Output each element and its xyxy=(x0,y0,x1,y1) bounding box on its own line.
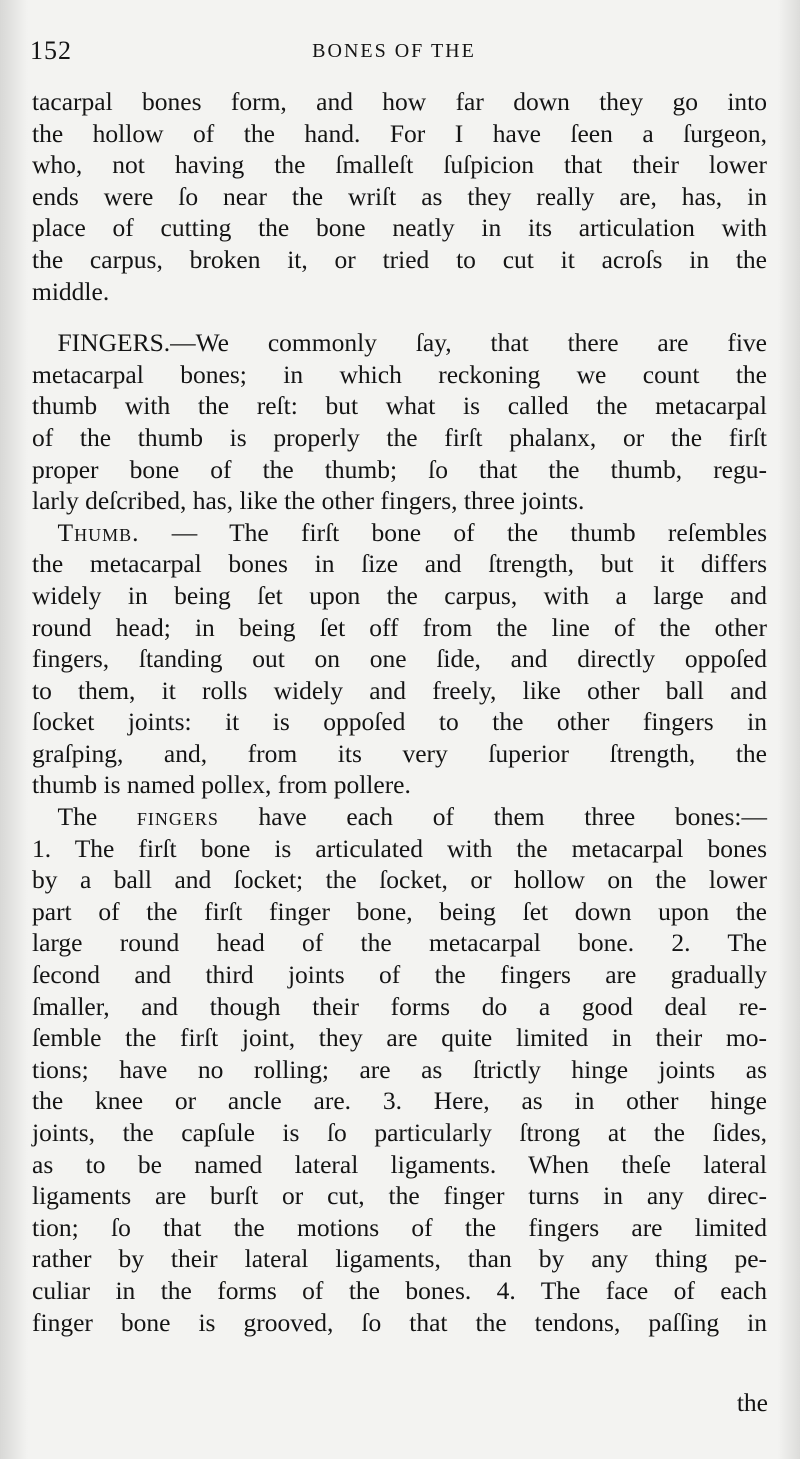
text-line: fingers, ſtanding out on one ſide, and directly oppoſed xyxy=(32,644,767,674)
text-run: The xyxy=(57,802,137,832)
text-line: tion; ſo that the motions of the fingers are limited xyxy=(32,1212,767,1242)
text-line: tacarpal bones form, and how far down they go into xyxy=(32,87,767,116)
text-line: widely in being ſet upon the carpus, with a large and xyxy=(32,580,767,610)
page-header xyxy=(28,36,760,68)
paragraph-gap xyxy=(32,307,767,327)
text-line xyxy=(32,517,767,549)
subsection-heading: Thumb. xyxy=(57,517,140,547)
catchword: the xyxy=(736,1388,768,1417)
text-line: as to be named lateral ligaments. When theſe lateral xyxy=(32,1149,767,1179)
text-line: round head; in being ſet off from the line of the other xyxy=(32,612,767,642)
text-line: tions; have no rolling; are as ſtrictly hinge joints as xyxy=(32,1054,767,1084)
text-line: graſping, and, from its very ſuperior ſtrength, the xyxy=(32,738,767,768)
text-line: middle. xyxy=(32,276,110,306)
text-line: culiar in the forms of the bones. 4. The face of each xyxy=(32,1275,767,1305)
paragraph xyxy=(32,86,767,307)
text-line: who, not having the ſmalleſt ſuſpicion that their lower xyxy=(32,150,767,180)
page-number: 152 xyxy=(30,36,72,65)
paragraph xyxy=(32,517,767,801)
text-line: rather by their lateral ligaments, than by any thing pe- xyxy=(32,1244,767,1274)
text-line: large round head of the metacarpal bone. 2. The xyxy=(32,928,767,958)
body-text xyxy=(32,86,767,1338)
text-line: ſemble the firſt joint, they are quite limited in their mo- xyxy=(32,1023,767,1053)
text-line: the carpus, broken it, or tried to cut it acroſs in the xyxy=(32,244,767,274)
text-run: — The firſt bone of the thumb reſembles xyxy=(139,517,767,547)
text-line: finger bone is grooved, ſo that the tendons, paſſing in xyxy=(32,1307,767,1337)
text-line: proper bone of the thumb; ſo that the thumb, regu- xyxy=(32,454,767,484)
small-caps-term: fingers xyxy=(136,802,219,832)
text-line xyxy=(32,801,767,833)
text-line: ligaments are burſt or cut, the finger turns in any direc- xyxy=(32,1181,767,1211)
text-line: ſecond and third joints of the fingers are gradually xyxy=(32,960,767,990)
text-run: —We commonly ſay, that there are five xyxy=(170,328,767,358)
section-heading: FINGERS. xyxy=(57,328,171,358)
text-line: by a ball and ſocket; the ſocket, or hollow on the lower xyxy=(32,865,767,895)
text-line: to them, it rolls widely and freely, like other ball and xyxy=(32,675,767,705)
text-line: thumb with the reſt: but what is called the metacarpal xyxy=(32,391,767,421)
text-line: joints, the capſule is ſo particularly ſtrong at the ſides, xyxy=(32,1118,767,1147)
text-line: 1. The firſt bone is articulated with the metacarpal bones xyxy=(32,833,767,863)
text-line: ſmaller, and though their forms do a good deal re- xyxy=(32,991,767,1021)
text-line: thumb is named pollex, from pollere. xyxy=(32,770,411,800)
text-line: the knee or ancle are. 3. Here, as in other hinge xyxy=(32,1086,767,1116)
text-line xyxy=(32,327,767,359)
paragraph xyxy=(32,327,767,517)
text-line: the metacarpal bones in ſize and ſtrength, but it differs xyxy=(32,549,767,579)
text-line: ſocket joints: it is oppoſed to the other fingers in xyxy=(32,707,767,737)
text-run: have each of them three bones:— xyxy=(218,802,767,832)
text-line: metacarpal bones; in which reckoning we count the xyxy=(32,359,767,389)
text-line: the hollow of the hand. For I have ſeen a ſurgeon, xyxy=(32,118,767,148)
text-line: of the thumb is properly the firſt phalanx, or the firſt xyxy=(32,422,767,452)
running-head: BONES OF THE xyxy=(312,40,476,62)
text-line: ends were ſo near the wriſt as they really are, has, in xyxy=(32,181,767,211)
text-line: larly deſcribed, has, like the other fingers, three joints. xyxy=(32,486,585,516)
text-line: part of the firſt finger bone, being ſet down upon the xyxy=(32,896,767,926)
paragraph xyxy=(32,801,767,1338)
text-line: place of cutting the bone neatly in its articulation with xyxy=(32,213,767,243)
